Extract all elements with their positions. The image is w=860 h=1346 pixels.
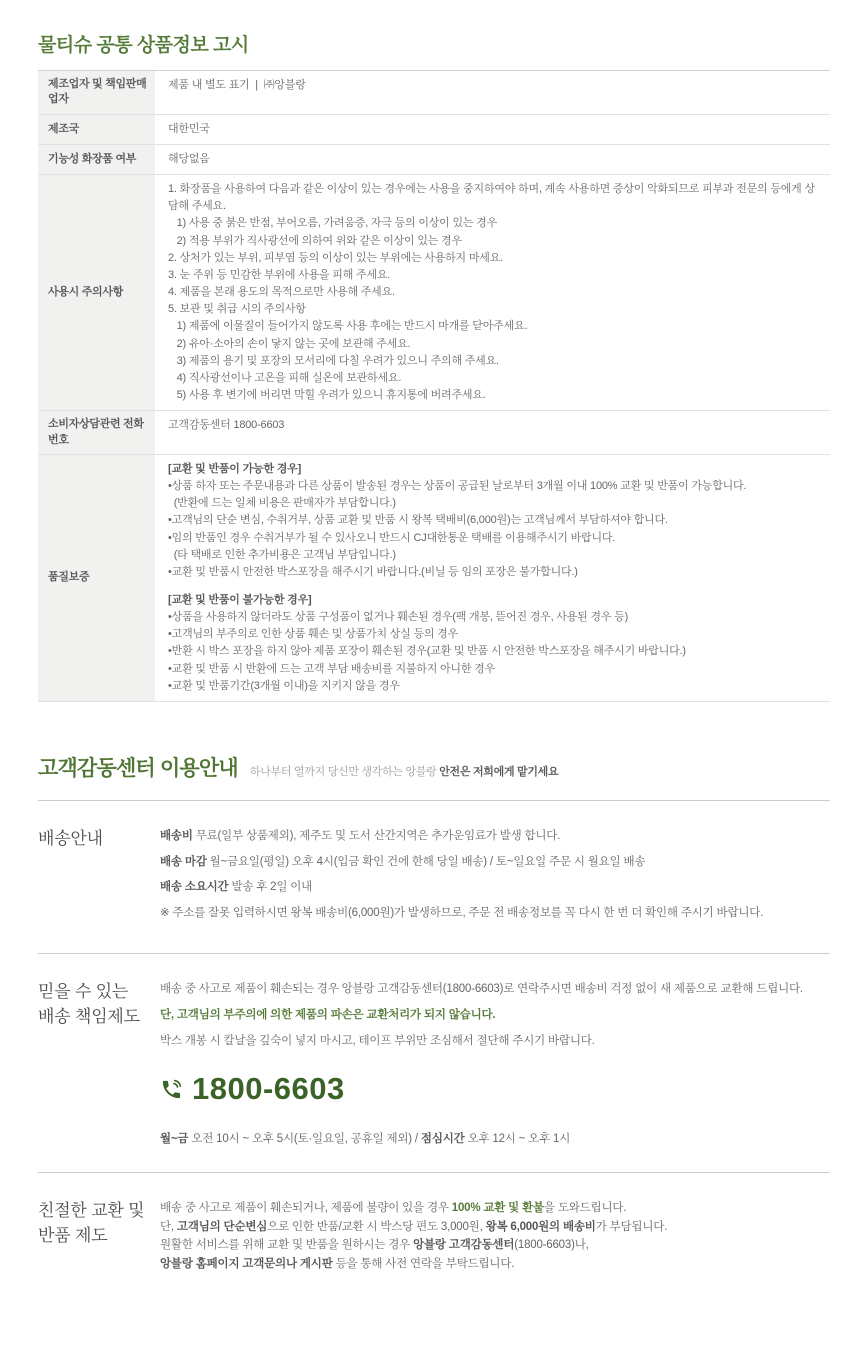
row-label: 제조국 (38, 115, 155, 144)
page-title: 물티슈 공통 상품정보 고시 (38, 35, 249, 56)
row-label: 소비자상담관련 전화번호 (38, 411, 155, 454)
table-row-functional-cosmetic (38, 145, 830, 175)
delivery-responsibility-body (160, 980, 830, 1148)
row-value: 대한민국 (168, 122, 210, 135)
row-label: 기능성 화장품 여부 (38, 145, 155, 174)
exchange-return-body: 배송 중 사고로 제품이 훼손되거나, 제품에 불량이 있을 경우 100% 교환 및 환불을 도와드립니다. 단, 고객님의 단순변심으로 인한 반품/교환 시 박스당 편도 3,000원, 왕복 6,000원의 배송비가 부담됩니다. 원활한 서비스를 위해 교환 및 반품을 원하시는 경우 앙블랑 고객감동센터(1800-6603)나, 앙블랑 홈페이지 고객문의나 게시판 등을 통해 사전 연락을 부탁드립니다. (160, 1202, 668, 1271)
table-row-consumer-phone (38, 411, 830, 455)
row-value: [교환 및 반품이 가능한 경우] •상품 하자 또는 주문내용과 다른 상품이 발송된 경우는 상품이 공급된 날로부터 3개월 이내 100% 교환 및 반품이 가능합니다. (반환에 드는 일체 비용은 판매자가 부담합니다.) •고객님의 단순 변심, 수취거부, 상품 교환 및 반품 시 왕복 택배비(6,000원)는 고객님께서 부담하셔야 합니다. •임의 반품인 경우 수취거부가 될 수 있사오니 반드시 CJ대한통운 택배를 이용해주시기 바랍니다. (타 택배로 인한 추가비용은 고객님 부담입니다.) •교환 및 반품시 안전한 박스포장을 해주시기 바랍니다.(비닐 등 임의 포장은 불가합니다.) [교환 및 반품이 불가능한 경우] •상품을 사용하지 않더라도 상품 구성품이 없거나 훼손된 경우(팩 개봉, 뜯어진 경우, 사용된 경우 등) •고객님의 부주의로 인한 상품 훼손 및 상품가치 상실 등의 경우 •반환 시 박스 포장을 하지 않아 제품 포장이 훼손된 경우(교환 및 반품 시 안전한 박스포장을 해주시기 바랍니다.) •교환 및 반품 시 반환에 드는 고객 부담 배송비를 지불하지 아니한 경우 •교환 및 반품기간(3개월 이내)을 지키지 않을 경우 (168, 462, 747, 692)
table-row-usage-precautions (38, 175, 830, 411)
exchange-return-heading: 친절한 교환 및 반품 제도 (38, 1201, 145, 1245)
section-subtitle: 하나부터 열까지 당신만 생각하는 앙블랑 안전은 저희에게 맡기세요 (249, 765, 559, 778)
row-value: 1. 화장품을 사용하여 다음과 같은 이상이 있는 경우에는 사용을 중지하여야 하며, 계속 사용하면 증상이 악화되므로 피부과 전문의 등에게 상담해 주세요. 1) 사용 중 붉은 반점, 부어오름, 가려움증, 자극 등의 이상이 있는 경우 2) 적용 부위가 직사광선에 의하여 위와 같은 이상이 있는 경우 2. 상처가 있는 부위, 피부염 등의 이상이 있는 부위에는 사용하지 마세요. 3. 눈 주위 등 민감한 부위에 사용을 피해 주세요. 4. 제품을 본래 용도의 목적으로만 사용해 주세요. 5. 보관 및 취급 시의 주의사항 1) 제품에 이물질이 들어가지 않도록 사용 후에는 반드시 마개를 닫아주세요. 2) 유아·소아의 손이 닿지 않는 곳에 보관해 주세요. 3) 제품의 용기 및 포장의 모서리에 다칠 우려가 있으니 주의해 주세요. 4) 직사광선이나 고온을 피해 실온에 보관하세요. 5) 사용 후 변기에 버리면 막힐 우려가 있으니 휴지통에 버려주세요. (168, 183, 815, 401)
row-label: 제조업자 및 책임판매업자 (38, 71, 155, 114)
row-label: 품질보증 (38, 455, 155, 701)
phone-number: 1800-6603 (192, 1071, 345, 1107)
service-hours: 월~금 오전 10시 ~ 오후 5시(토·일요일, 공휴일 제외) / 점심시간 오후 12시 ~ 오후 1시 (160, 1132, 571, 1145)
service-guide-header (38, 752, 830, 782)
delivery-responsibility-heading: 믿을 수 있는 배송 책임제도 (38, 982, 140, 1027)
phone-row (160, 1064, 830, 1114)
delivery-info-body: 배송비 무료(일부 상품제외), 제주도 및 도서 산간지역은 추가운임료가 발생 합니다. 배송 마감 월~금요일(평일) 오후 4시(입금 확인 건에 한해 당일 배송) / 토~일요일 주문 시 월요일 배송 배송 소요시간 발송 후 2일 이내 ※ 주소를 잘못 입력하시면 왕복 배송비(6,000원)가 발생하므로, 주문 전 배송정보를 꼭 다시 한 번 더 확인해 주시기 바랍니다. (160, 829, 764, 919)
table-row-quality-assurance (38, 455, 830, 702)
row-value: 제품 내 별도 표기 | ㈜앙블랑 (168, 79, 306, 91)
exchange-return-block (38, 1172, 830, 1298)
row-label: 사용시 주의사항 (38, 175, 155, 410)
delivery-responsibility-text: 배송 중 사고로 제품이 훼손되는 경우 앙블랑 고객감동센터(1800-6603)로 연락주시면 배송비 걱정 없이 새 제품으로 교환해 드립니다. 단, 고객님의 부주의에 의한 제품의 파손은 교환처리가 되지 않습니다. 박스 개봉 시 칼날을 깊숙이 넣지 마시고, 테이프 부위만 조심해서 절단해 주시기 바랍니다. (160, 983, 803, 1047)
phone-icon (160, 1078, 183, 1101)
delivery-info-heading: 배송안내 (38, 828, 103, 848)
table-row-manufacturer (38, 71, 830, 115)
delivery-info-block (38, 800, 830, 954)
table-row-country (38, 115, 830, 145)
row-value: 고객감동센터 1800-6603 (168, 419, 285, 432)
info-table (38, 70, 830, 702)
section-title: 고객감동센터 이용안내 (38, 756, 238, 780)
delivery-responsibility-block (38, 953, 830, 1172)
service-guide-section (38, 752, 830, 1298)
row-value: 해당없음 (168, 152, 210, 165)
